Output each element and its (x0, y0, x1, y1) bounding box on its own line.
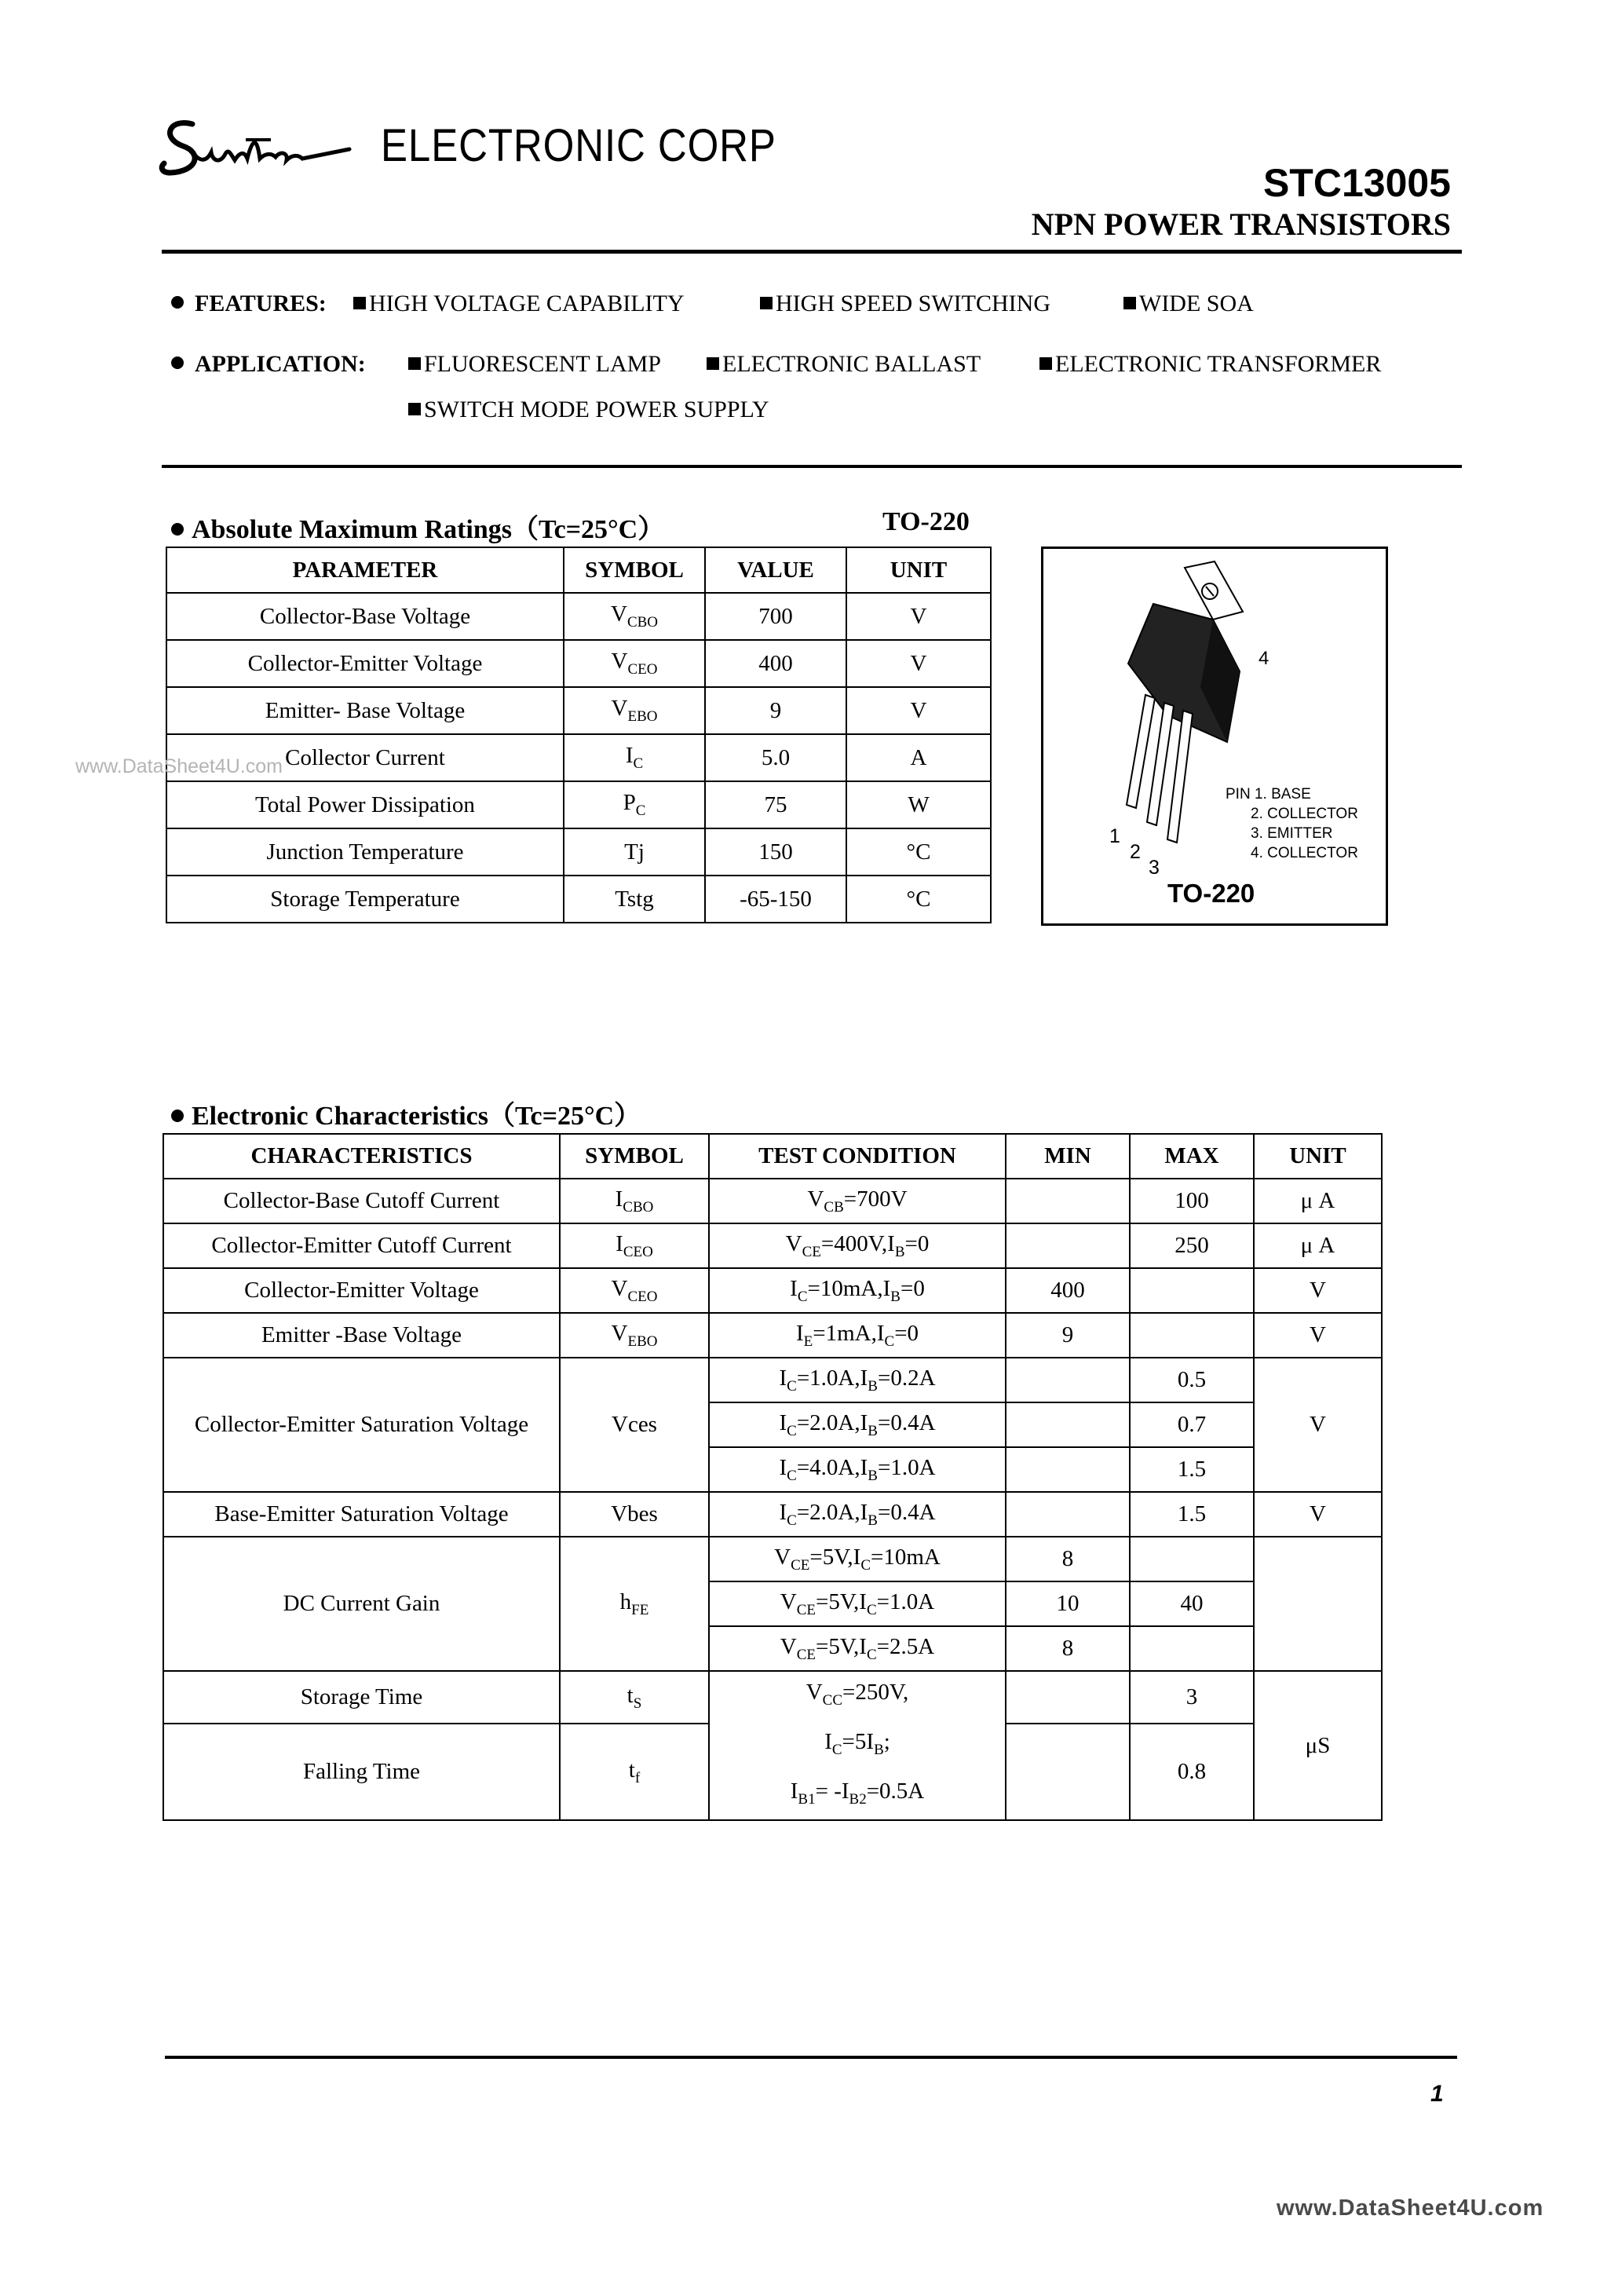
square-bullet-icon (408, 403, 421, 415)
table-header-row (166, 547, 991, 593)
features-line (171, 291, 327, 317)
table-row: Emitter- Base Voltage $V_{EBO}$ 9 V (166, 687, 991, 734)
table-row: Collector-Emitter Voltage $V_{CEO}$ $I_C=10mA,I_B=0$ 400 V (163, 1268, 1382, 1313)
table-row: Storage Temperature Tstg -65-150 °C (166, 876, 991, 923)
table-row: Collector-Base Cutoff Current $I_{CBO}$ $V_{CB}=700V$ 100 μ A (163, 1179, 1382, 1223)
pin-legend: PIN 1. BASE 2. COLLECTOR 3. EMITTER 4. COLLECTOR (1226, 786, 1358, 861)
col-header: VALUE (705, 547, 846, 593)
col-header: SYMBOL (564, 547, 705, 593)
part-number: STC13005 (1262, 161, 1451, 205)
square-bullet-icon (1123, 297, 1136, 309)
square-bullet-icon (707, 357, 719, 370)
watermark-text: www.DataSheet4U.com (75, 755, 283, 777)
abs-max-package: TO-220 (882, 507, 970, 536)
feature-item: HIGH VOLTAGE CAPABILITY (353, 291, 685, 317)
feature-item: WIDE SOA (1123, 291, 1254, 317)
page-number: 1 (1430, 2081, 1444, 2107)
footer-watermark: www.DataSheet4U.com (1277, 2195, 1544, 2221)
part-subtitle: NPN POWER TRANSISTORS (1031, 207, 1451, 242)
table-row: $V_{CE}=5V,I_C=1.0A$ 10 40 (163, 1581, 1382, 1626)
company-name: ELECTRONIC CORP (381, 120, 776, 171)
col-header: MIN (1006, 1134, 1130, 1179)
bullet-icon (171, 296, 184, 309)
application-line (171, 351, 366, 378)
pin-number: 1 (1109, 825, 1120, 847)
pin-number: 2 (1130, 841, 1141, 863)
square-bullet-icon (353, 297, 366, 309)
application-item: ELECTRONIC TRANSFORMER (1039, 351, 1381, 378)
square-bullet-icon (760, 297, 773, 309)
table-row: Falling Time $t_f$ 0.8 (163, 1724, 1382, 1820)
table-row: Base-Emitter Saturation Voltage Vbes $I_C=2.0A,I_B=0.4A$ 1.5 V (163, 1492, 1382, 1537)
pin-number: 3 (1149, 857, 1160, 879)
elec-table (163, 1133, 1383, 1821)
application-label: APPLICATION: (195, 351, 366, 377)
header-divider (162, 250, 1462, 254)
col-header: TEST CONDITION (709, 1134, 1006, 1179)
table-row: $V_{CE}=5V,I_C=2.5A$ 8 (163, 1626, 1382, 1671)
col-header: UNIT (846, 547, 991, 593)
application-item: FLUORESCENT LAMP (408, 351, 661, 378)
feature-item: HIGH SPEED SWITCHING (760, 291, 1050, 317)
to220-package-icon (1043, 549, 1386, 923)
package-diagram-box (1041, 547, 1388, 926)
table-row: $I_C=4.0A,I_B=1.0A$ 1.5 (163, 1447, 1382, 1492)
col-header: UNIT (1254, 1134, 1382, 1179)
footer-divider (165, 2056, 1457, 2059)
table-row: DC Current Gain $h_{FE}$ $V_{CE}=5V,I_C=10mA$ 8 (163, 1537, 1382, 1581)
table-row: Collector-Base Voltage $V_{CBO}$ 700 V (166, 593, 991, 640)
package-caption: TO-220 (1167, 879, 1255, 908)
elec-title: Electronic Characteristics（Tc=25°C） (171, 1094, 641, 1132)
col-header: PARAMETER (166, 547, 564, 593)
bullet-icon (171, 356, 184, 369)
application-item: SWITCH MODE POWER SUPPLY (408, 397, 769, 423)
table-row: $I_C=2.0A,I_B=0.4A$ 0.7 (163, 1402, 1382, 1447)
company-logo (153, 108, 357, 179)
bullet-icon (171, 523, 184, 536)
table-row: Collector-Emitter Saturation Voltage Vces $I_C=1.0A,I_B=0.2A$ 0.5 V (163, 1358, 1382, 1402)
features-label: FEATURES: (195, 291, 327, 316)
table-row: Junction Temperature Tj 150 °C (166, 828, 991, 876)
bullet-icon (171, 1110, 184, 1122)
table-row: Collector-Emitter Cutoff Current $I_{CEO}$ $V_{CE}=400V,I_B=0$ 250 μ A (163, 1223, 1382, 1268)
table-row: Total Power Dissipation $P_C$ 75 W (166, 781, 991, 828)
square-bullet-icon (1039, 357, 1052, 370)
abs-max-title: Absolute Maximum Ratings（Tc=25°C） (171, 507, 664, 546)
abs-max-table (166, 547, 992, 923)
application-item: ELECTRONIC BALLAST (707, 351, 981, 378)
col-header: CHARACTERISTICS (163, 1134, 560, 1179)
square-bullet-icon (408, 357, 421, 370)
section-divider (162, 465, 1462, 468)
table-row: Storage Time $t_S$ $V_{CC}=250V$, $I_C=5I_B$; $I_{B1}= -I_{B2}=0.5A$ 3 μS (163, 1671, 1382, 1724)
table-row: Collector-Emitter Voltage $V_{CEO}$ 400 V (166, 640, 991, 687)
col-header: MAX (1130, 1134, 1254, 1179)
table-header-row (163, 1134, 1382, 1179)
col-header: SYMBOL (560, 1134, 709, 1179)
table-row: Collector Current $I_C$ 5.0 A (166, 734, 991, 781)
pin-tab-label: 4 (1259, 648, 1269, 669)
table-row: Emitter -Base Voltage $V_{EBO}$ $I_E=1mA,I_C=0$ 9 V (163, 1313, 1382, 1358)
